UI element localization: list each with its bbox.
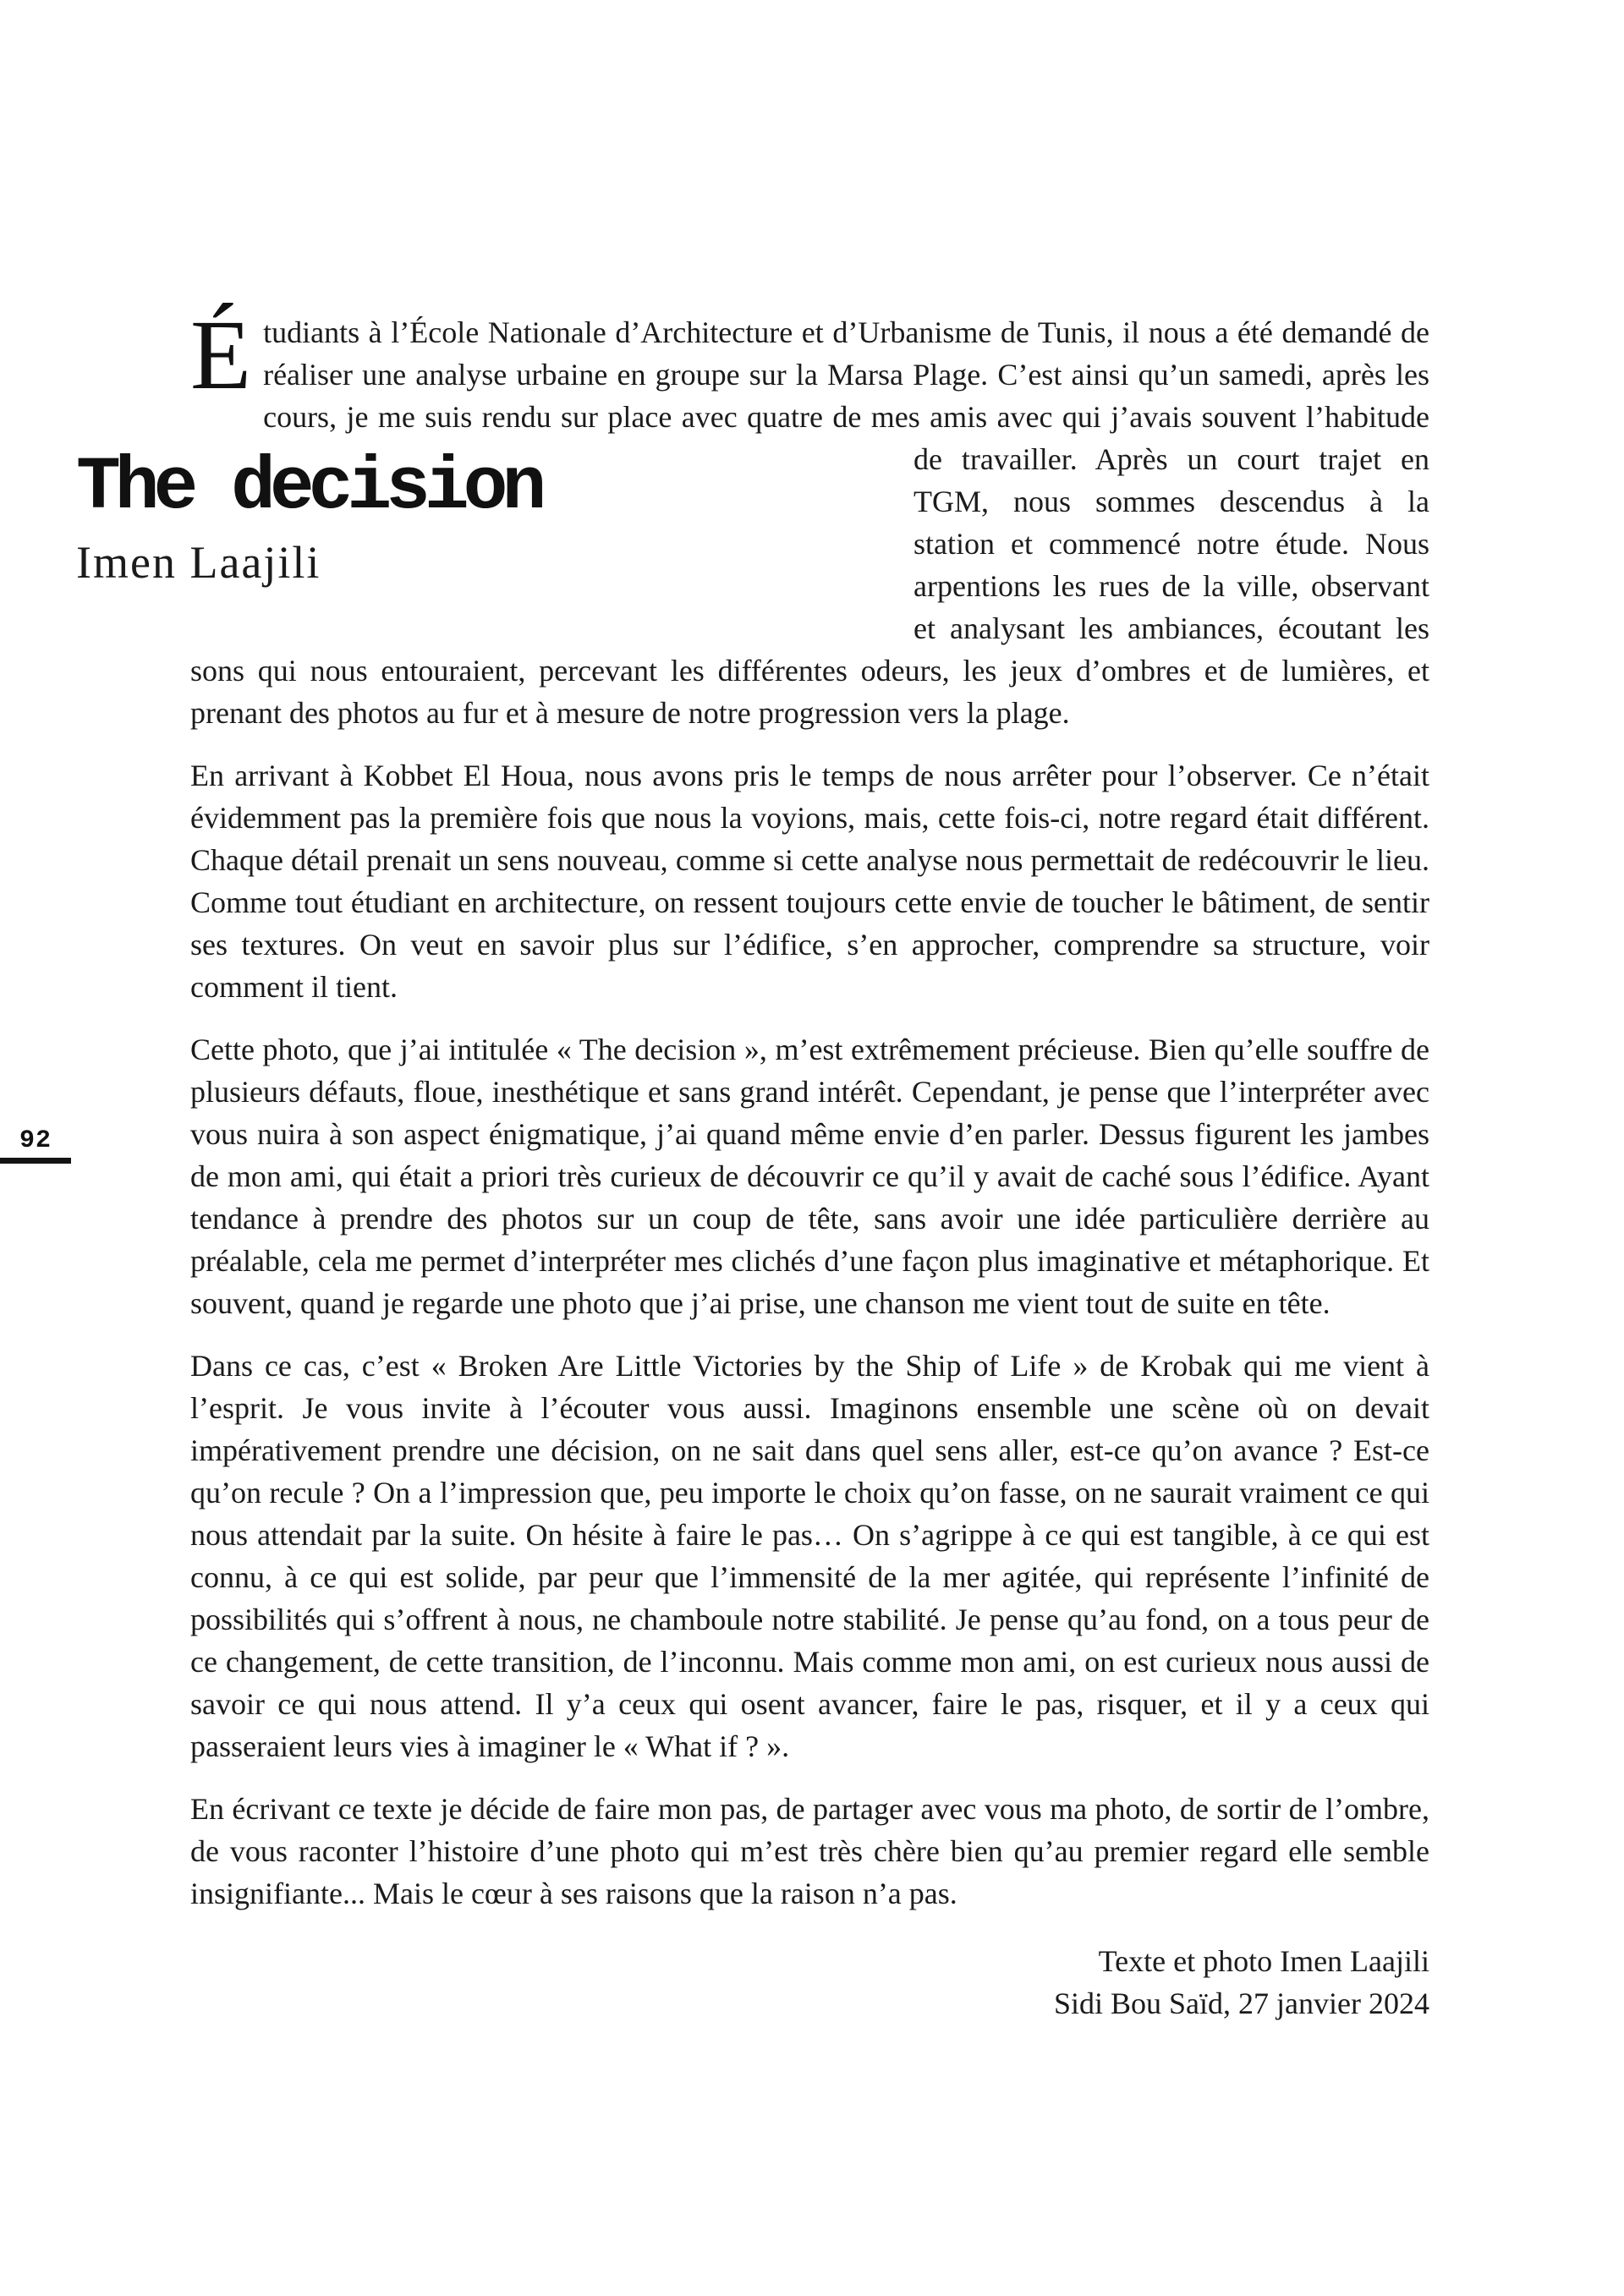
drop-cap: É: [190, 299, 252, 410]
title-block: [76, 438, 914, 649]
paragraph-4: Dans ce cas, c’est « Broken Are Little Victories by the Ship of Life » de Krobak qui me vient à l’esprit. Je vous invite à l’écouter vous aussi. Imaginons ensemble une scène où on devait impérativement prendre une décision, on ne sait dans quel sens aller, est-ce qu’on avance ? Est-ce qu’on recule ? On a l’impression que, peu importe le choix qu’on fasse, on ne saurait vraiment ce qui nous attendait par la suite. On hésite à faire le pas… On s’agrippe à ce qui est tangible, à ce qui est connu, à ce qui est solide, par peur que l’immensité de la mer agitée, qui représente l’infinité de possibilités qui s’offrent à nous, ne chamboule notre stabilité. Je pense qu’au fond, on a tous peur de ce changement, de cette transition, de l’inconnu. Mais comme mon ami, on est curieux nous aussi de savoir ce qui nous attend. Il y’a ceux qui osent avancer, faire le pas, risquer, et il y a ceux qui passeraient leurs vies à imaginer le « What if ? ».: [190, 1349, 1429, 1763]
signature-block: [190, 1940, 1429, 2025]
paragraph-1-part-2: qui j’avais souvent l’habitude de travailler. Après un court trajet en TGM, nous sommes descendus à la station et commencé notre étude. Nous arpentions les rues de la ville,: [914, 400, 1430, 603]
paragraph-1-part-1: tudiants à l’École Nationale d’Architecture et d’Urbanisme de Tunis, il nous a été demandé de réaliser une analyse urbaine en groupe sur la Marsa Plage. C’est ainsi qu’un samedi, après les cours, je me suis rendu sur place avec quatre de mes amis avec: [263, 315, 1429, 434]
page-number-rule: [0, 1158, 71, 1164]
article-author: Imen Laajili: [76, 537, 321, 588]
page-number-block: [0, 1126, 71, 1164]
article-body: [76, 299, 1430, 2025]
signature-credit: Texte et photo Imen Laajili: [1098, 1944, 1429, 1978]
signature-place-date: Sidi Bou Saïd, 27 janvier 2024: [1054, 1986, 1429, 2020]
paragraph-5: En écrivant ce texte je décide de faire mon pas, de partager avec vous ma photo, de sortir de l’ombre, de vous raconter l’histoire d’une photo qui m’est très chère bien qu’au premier regard elle semble insignifiante... Mais le cœur à ses raisons que la raison n’a pas.: [190, 1792, 1429, 1910]
article-title: The decision: [76, 447, 541, 530]
paragraph-1: [76, 299, 1430, 734]
paragraph-3: Cette photo, que j’ai intitulée « The decision », m’est extrêmement précieuse. Bien qu’elle souffre de plusieurs défauts, floue, inesthétique et sans grand intérêt. Cependant, je pense que l’interpréter avec vous nuira à son aspect énigmatique, j’ai quand même envie d’en parler. Dessus figurent les jambes de mon ami, qui était a priori très curieux de découvrir ce qu’il y avait de caché sous l’édifice. Ayant tendance à prendre des photos sur un coup de tête, sans avoir une idée particulière derrière au préalable, cela me permet d’interpréter mes clichés d’une façon plus imaginative et métaphorique. Et souvent, quand je regarde une photo que j’ai prise, une chanson me vient tout de suite en tête.: [190, 1033, 1429, 1320]
page-number: 92: [19, 1126, 52, 1155]
paragraph-1-part-3: observant et analysant les ambiances, écoutant les sons qui nous entouraient, percevant les différentes odeurs, les jeux d’ombres et de lumières, et prenant des photos au fur et à mesure de notre progression vers la plage.: [190, 569, 1429, 730]
paragraph-2: En arrivant à Kobbet El Houa, nous avons pris le temps de nous arrêter pour l’observer. Ce n’était évidemment pas la première fois que nous la voyions, mais, cette fois-ci, notre regard était différent. Chaque détail prenait un sens nouveau, comme si cette analyse nous permettait de redécouvrir le lieu. Comme tout étudiant en architecture, on ressent toujours cette envie de toucher le bâtiment, de sentir ses textures. On veut en savoir plus sur l’édifice, s’en approcher, comprendre sa structure, voir comment il tient.: [190, 759, 1429, 1004]
